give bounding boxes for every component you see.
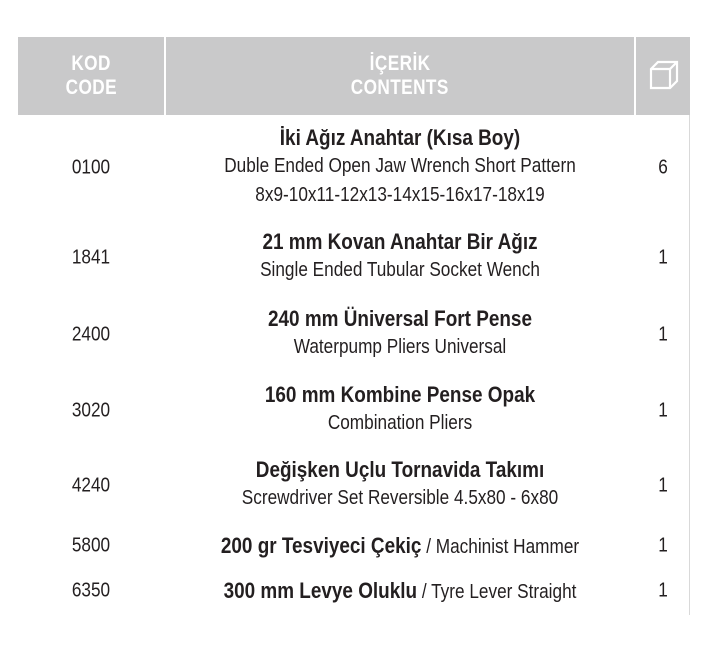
item-title-en: Waterpump Pliers Universal [293, 336, 507, 358]
item-description [166, 380, 634, 438]
contents-header-tr: İÇERİK [369, 52, 431, 75]
item-title-tr: 240 mm Üniversal Fort Pense [268, 306, 532, 331]
item-description [166, 576, 634, 607]
item-title-tr: Değişken Uçlu Tornavida Takımı [255, 457, 545, 482]
table-header [18, 37, 690, 115]
table-right-border [689, 115, 690, 615]
contents-header [166, 37, 634, 115]
box-icon [649, 60, 679, 90]
item-code: 1841 [71, 246, 111, 269]
contents-header-en: CONTENTS [351, 76, 449, 99]
item-sizes: 8x9-10x11-12x13-14x15-16x17-18x19 [255, 184, 545, 206]
item-title-tr: 21 mm Kovan Anahtar Bir Ağız [262, 229, 538, 254]
table-row [18, 123, 690, 213]
table-row [18, 455, 690, 517]
item-title-en: Machinist Hammer [435, 536, 580, 558]
item-code: 0100 [71, 156, 111, 179]
code-header-tr: KOD [71, 52, 111, 75]
table-row [18, 380, 690, 442]
item-code: 6350 [71, 579, 111, 602]
item-description [166, 227, 634, 285]
item-quantity: 1 [658, 474, 668, 497]
item-quantity: 6 [658, 156, 668, 179]
item-code: 4240 [71, 474, 111, 497]
header-divider [634, 37, 636, 115]
item-quantity: 1 [658, 323, 668, 346]
item-title-en: Combination Pliers [327, 412, 473, 434]
item-line [199, 576, 601, 607]
item-description [166, 304, 634, 362]
item-line [199, 531, 601, 562]
code-header [18, 37, 164, 115]
item-description [166, 531, 634, 562]
item-quantity: 1 [658, 579, 668, 602]
table-row [18, 304, 690, 366]
item-quantity: 1 [658, 534, 668, 557]
table-row [18, 576, 690, 606]
item-code: 2400 [71, 323, 111, 346]
item-title-tr: İki Ağız Anahtar (Kısa Boy) [279, 125, 521, 150]
item-title-en: Tyre Lever Straight [431, 581, 577, 603]
item-separator: / [417, 581, 432, 603]
item-title-en: Duble Ended Open Jaw Wrench Short Pattern [224, 155, 576, 177]
item-separator: / [421, 536, 436, 558]
table-row [18, 531, 690, 561]
table-row [18, 227, 690, 289]
item-description [166, 455, 634, 513]
item-title-tr: 160 mm Kombine Pense Opak [264, 382, 536, 407]
item-title-tr: 200 gr Tesviyeci Çekiç [220, 533, 422, 558]
item-title-en: Single Ended Tubular Socket Wench [260, 259, 540, 281]
item-title-tr: 300 mm Levye Oluklu [223, 578, 418, 603]
item-title-en: Screwdriver Set Reversible 4.5x80 - 6x80 [241, 487, 559, 509]
contents-table [18, 37, 690, 603]
item-quantity: 1 [658, 246, 668, 269]
item-description [166, 123, 634, 210]
item-code: 3020 [71, 399, 111, 422]
item-code: 5800 [71, 534, 111, 557]
code-header-en: CODE [65, 76, 117, 99]
item-quantity: 1 [658, 399, 668, 422]
